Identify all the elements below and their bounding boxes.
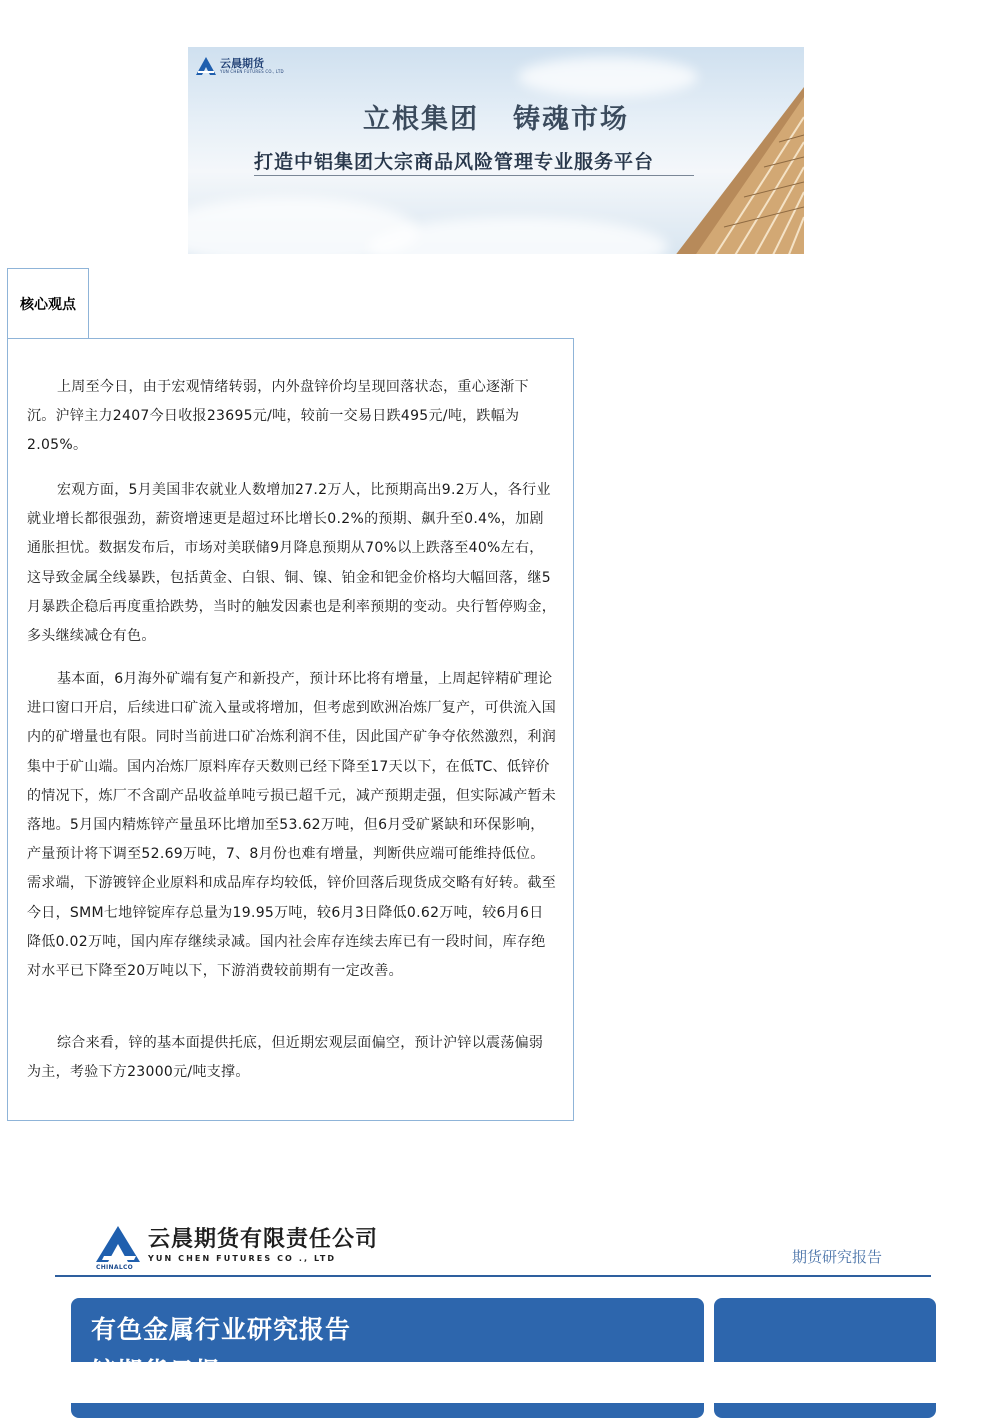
report-title: 有色金属行业研究报告 — [91, 1315, 352, 1344]
page-crop-edge — [0, 1362, 992, 1403]
company-name-cn: 云晨期货有限责任公司 — [148, 1227, 379, 1252]
header-banner — [188, 47, 804, 254]
banner-logo — [196, 57, 284, 75]
banner-logo-name: 云晨期货 — [220, 57, 264, 70]
report-type-label: 期货研究报告 — [792, 1248, 883, 1266]
core-view-paragraph-4: 综合来看，锌的基本面提供托底，但近期宏观层面偏空，预计沪锌以震荡偏弱为主，考验下方23000元/吨支撑。 — [27, 1035, 544, 1081]
banner-headline-right: 铸魂市场 — [513, 104, 629, 135]
company-header — [96, 1226, 378, 1272]
banner-headline-left: 立根集团 — [363, 104, 479, 135]
header-divider — [55, 1275, 931, 1277]
core-view-paragraph-1: 上周至今日，由于宏观情绪转弱，内外盘锌价均呈现回落状态，重心逐渐下沉。沪锌主力2407今日收报23695元/吨，较前一交易日跌495元/吨，跌幅为2.05%。 — [27, 379, 529, 454]
company-logo-label: CHINALCO — [96, 1264, 134, 1271]
company-name-en: YUN CHEN FUTURES CO ., LTD — [148, 1254, 337, 1263]
banner-subline: 打造中铝集团大宗商品风险管理专业服务平台 — [254, 151, 655, 173]
core-view-panel — [7, 338, 574, 1121]
core-view-paragraph-2: 宏观方面，5月美国非农就业人数增加27.2万人，比预期高出9.2万人，各行业就业增长都很强劲，薪资增速更是超过环比增长0.2%的预期、飙升至0.4%，加剧通胀担忧。数据发布后，市场对美联储9月降息预期从70%以上跌落至40%左右，这导致金属全线暴跌，包括黄金、白银、铜、镍、铂金和钯金价格均大幅回落，继5月暴跌企稳后再度重拾跌势，当时的触发因素也是利率预期的变动。央行暂停购金，多头继续减仓有色。 — [27, 482, 557, 645]
building-image-icon — [654, 87, 804, 254]
company-logo-icon — [196, 57, 216, 75]
banner-logo-subtitle: YUN CHEN FUTURES CO., LTD — [220, 69, 284, 74]
chinalco-logo-icon — [96, 1226, 142, 1264]
core-view-paragraph-3: 基本面，6月海外矿端有复产和新投产，预计环比将有增量，上周起锌精矿理论进口窗口开启，后续进口矿流入量或将增加，但考虑到欧洲冶炼厂复产，可供流入国内的矿增量也有限。同时当前进口矿冶炼利润不佳，因此国产矿争夺依然激烈，利润集中于矿山端。国内冶炼厂原料库存天数则已经下降至17天以下，在低TC、低锌价的情况下，炼厂不含副产品收益单吨亏损已超千元，减产预期走强，但实际减产暂未落地。5月国内精炼锌产量虽环比增加至53.62万吨，但6月受矿紧缺和环保影响，产量预计将下调至52.69万吨，7、8月份也难有增量，判断供应端可能维持低位。需求端，下游镀锌企业原料和成品库存均较低，锌价回落后现货成交略有好转。截至今日，SMM七地锌锭库存总量为19.95万吨，较6月3日降低0.62万吨，较6月6日降低0.02万吨，国内库存继续录减。国内社会库存连续去库已有一段时间，库存绝对水平已下降至20万吨以下，下游消费较前期有一定改善。 — [27, 671, 557, 980]
company-logo — [96, 1226, 142, 1272]
core-view-tab: 核心观点 — [7, 268, 89, 338]
banner-underline — [254, 175, 694, 176]
